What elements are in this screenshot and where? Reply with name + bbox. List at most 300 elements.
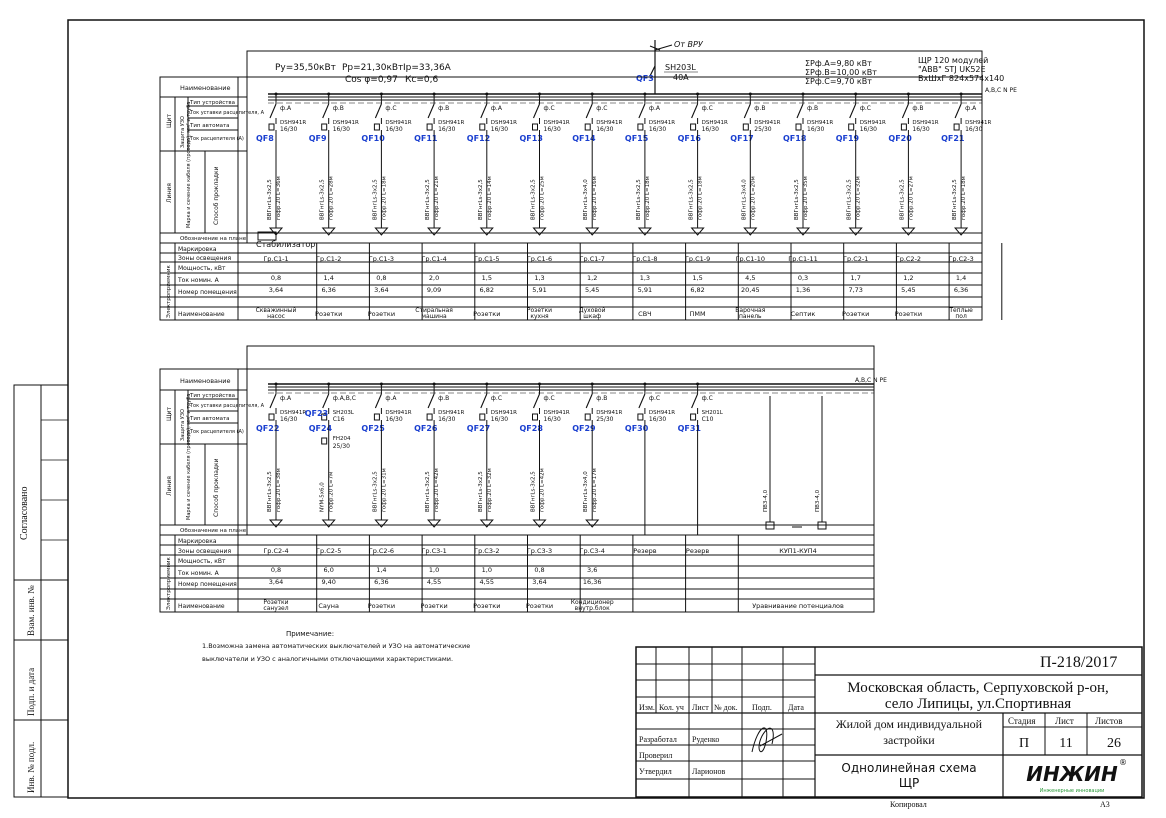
- role-developed: Разработал: [639, 735, 677, 744]
- breaker-type: DSH941R: [490, 120, 517, 126]
- cell-power: 1,4: [955, 274, 967, 282]
- cell-current: 9,40: [321, 578, 336, 586]
- tube-mark: гофр.20 L=32м: [855, 176, 862, 220]
- cell-mark: Гр.С2-4: [263, 547, 289, 555]
- cable-mark: ВВГнгLs-3х2,5: [319, 179, 326, 220]
- phase-label: ф.А: [385, 395, 397, 402]
- cell-power: 3,6: [587, 566, 598, 574]
- cell-consumer: ПММ: [689, 310, 706, 318]
- cable-mark: ВВГнгLs-3х4,0: [741, 179, 748, 220]
- tube-mark: гофр.20 L=18м: [381, 176, 388, 220]
- top-row-line: Линия: [166, 183, 173, 203]
- cell-consumer-2: санузел: [263, 605, 289, 612]
- bottom-row-current: Ток номин. А: [178, 570, 219, 577]
- margin-label-sign-date: Подп. и дата: [26, 667, 36, 716]
- breaker-rating: 16/30: [596, 126, 614, 133]
- cable-mark: ВВГнгLs-3х2,5: [425, 179, 432, 220]
- stamp-header-izm: Изм.: [639, 703, 655, 712]
- breaker-rating: 25/30: [754, 126, 772, 133]
- cell-current: 6,82: [690, 286, 705, 294]
- role-checked: Проверил: [639, 751, 673, 760]
- phase-label: ф.В: [438, 395, 450, 402]
- bottom-row-consumer: Наименование: [178, 603, 225, 610]
- cell-consumer: Септик: [790, 310, 816, 318]
- fh-type: FH204: [332, 436, 351, 442]
- circuit-qf13: [520, 93, 570, 236]
- cell-consumer: Розетки: [263, 599, 289, 606]
- breaker-rating: 16/30: [438, 416, 456, 423]
- top-param-kc: Кс=0,6: [405, 75, 439, 85]
- note-line-2: выключатели и УЗО с аналогичными отключающими характеристиками.: [202, 655, 454, 663]
- circuit-qf29: [572, 383, 622, 528]
- top-schematic: [247, 40, 1017, 249]
- tube-mark: гофр.20 L=32м: [486, 468, 493, 512]
- margin-label-inv: Инв. № подл.: [26, 741, 36, 793]
- cell-current: 5,45: [584, 286, 600, 294]
- breaker-id: QF17: [730, 134, 754, 143]
- cell-power: 6,0: [323, 566, 334, 574]
- breaker-id-extra: QF23: [304, 409, 329, 418]
- stage-label: Стадия: [1008, 716, 1036, 726]
- tube-mark: гофр.20 L=14м: [486, 176, 493, 220]
- breaker-id: QF21: [941, 134, 965, 143]
- cell-power: 1,3: [534, 274, 545, 282]
- kup-cable-1: ПВ3-4,0: [763, 489, 769, 512]
- stamp-header-list: Лист: [692, 703, 709, 712]
- bottom-row-shield: Щит: [166, 407, 173, 421]
- cell-mark: Гр.С1-1: [263, 255, 289, 263]
- breaker-id: QF12: [466, 134, 491, 143]
- tube-mark: гофр.20 L=20м: [750, 176, 757, 220]
- name-approved: Ларионов: [692, 767, 726, 776]
- bottom-row-marking: Маркировка: [178, 538, 217, 545]
- breaker-id: QF15: [624, 134, 649, 143]
- breaker-id: QF20: [888, 134, 912, 143]
- cable-mark: ВВГнгLs-3х4,0: [583, 179, 590, 220]
- logo-subtitle: Инженерные инновации: [1039, 788, 1105, 794]
- cell-power: 4,5: [745, 274, 756, 282]
- title-block: [636, 647, 1142, 809]
- cell-consumer: Духовой: [578, 307, 606, 314]
- stamp-header-date: Дата: [788, 703, 804, 712]
- breaker-id: QF29: [572, 424, 596, 433]
- breaker-id: QF8: [256, 134, 274, 143]
- sheet-value: 11: [1059, 736, 1073, 751]
- tube-mark: гофр.20 L=31м: [381, 468, 388, 512]
- phase-label: ф.А: [490, 105, 502, 112]
- cell-mark: Гр.С3-2: [474, 547, 500, 555]
- tube-mark: гофр.20 L=17м: [592, 468, 599, 512]
- circuit-qf9: [309, 93, 359, 236]
- breaker-type: DSH941R: [280, 410, 307, 416]
- cell-current: 5,91: [532, 286, 547, 294]
- fh-rating: 25/30: [332, 443, 350, 450]
- tube-mark: гофр.20 L=38м: [276, 468, 282, 512]
- tube-mark: гофр.20 L=18м: [644, 176, 651, 220]
- breaker-type: DSH941R: [280, 120, 307, 126]
- bottom-row-release-current: Ток расцепителя (А): [190, 429, 244, 435]
- cell-mark: Гр.С2-1: [843, 255, 869, 263]
- circuit-qf14: [572, 93, 622, 236]
- cell-mark: Резерв: [685, 547, 710, 555]
- tube-mark: гофр.20 L=35м: [803, 176, 809, 220]
- cell-consumer: Кондиционер: [570, 599, 614, 606]
- kup-cable-2: ПВ3-4,0: [815, 489, 821, 512]
- breaker-type: DSH941R: [438, 410, 465, 416]
- tube-mark: гофр.20 L=7м: [328, 471, 335, 512]
- breaker-id: QF28: [519, 424, 543, 433]
- circuit-qf15: [625, 93, 675, 236]
- circuit-qf21: [941, 93, 991, 236]
- breaker-rating: C10: [701, 416, 714, 423]
- cell-current: 20,45: [740, 286, 760, 294]
- phase-label: ф.А,В,С: [332, 395, 356, 402]
- top-row-line-mark: Марка и сечение кабеля (провода), мм² и труба: [186, 101, 192, 228]
- cell-current: 4,55: [426, 578, 442, 586]
- cell-consumer-2: пол: [955, 313, 967, 320]
- cell-current: 16,36: [582, 578, 602, 586]
- main-breaker-label: QF3: [636, 74, 654, 83]
- cell-consumer-2: кухня: [530, 313, 549, 320]
- cell-consumer: Скважинный: [255, 307, 297, 314]
- tube-mark: гофр.20 L=42м: [434, 468, 441, 512]
- cell-mark: Гр.С1-5: [474, 255, 500, 263]
- cell-mark: Гр.С2-3: [948, 255, 974, 263]
- note-line-1: 1.Возможна замена автоматических выключателей и УЗО на автоматические: [202, 642, 471, 650]
- cell-consumer: Розетки: [367, 310, 396, 318]
- breaker-type: DSH941R: [543, 120, 570, 126]
- top-row-receiver: Электроприемник: [166, 265, 172, 318]
- tube-mark: гофр.20 L=36м: [276, 176, 282, 220]
- cell-power: 1,5: [692, 274, 703, 282]
- circuit-qf24: [309, 383, 356, 528]
- cell-consumer: Розетки: [473, 310, 501, 318]
- breaker-type: DSH941R: [438, 120, 465, 126]
- panel-info-3: ВхШхГ 824х574х140: [918, 74, 1005, 83]
- breaker-id: QF30: [624, 424, 649, 433]
- phase-label: ф.А: [280, 105, 292, 112]
- cable-mark: ВВГнгLs-3х2,5: [477, 179, 484, 220]
- logo-registered: ®: [1119, 758, 1127, 767]
- cell-power: 0,8: [270, 274, 282, 282]
- cell-current: 3,64: [268, 578, 284, 586]
- cell-mark: Гр.С3-4: [579, 547, 605, 555]
- cell-current: 9,09: [426, 286, 442, 294]
- circuit-qf17: [730, 93, 780, 236]
- cable-mark: ВВГнгLs-3х4,0: [583, 471, 590, 512]
- sheet-title-1: Однолинейная схема: [841, 761, 977, 775]
- sheet-title-2: ЩР: [898, 776, 920, 790]
- cell-consumer-2: насос: [267, 313, 285, 320]
- main-breaker-type: SH203L: [665, 63, 696, 72]
- breaker-rating: 16/30: [543, 126, 561, 133]
- phase-label: ф.С: [543, 105, 555, 112]
- circuit-qf30: [625, 383, 675, 536]
- cable-mark: ВВГнгLs-3х2,5: [952, 179, 959, 220]
- margin-label-replace: Взам. инв. №: [26, 585, 36, 636]
- tube-mark: гофр.20 L=27м: [908, 176, 915, 220]
- circuit-qf27: [467, 383, 517, 528]
- cell-mark: Гр.С2-2: [895, 255, 922, 263]
- sheets-label: Листов: [1095, 716, 1123, 726]
- circuit-qf25: [361, 383, 411, 528]
- breaker-rating: 16/30: [280, 416, 298, 423]
- bottom-row-room: Номер помещения: [178, 581, 237, 588]
- cell-current: 7,73: [848, 286, 863, 294]
- tube-mark: гофр.20 L=18м: [961, 176, 968, 220]
- breaker-type: DSH941R: [648, 410, 676, 416]
- cable-mark: ВВГнгLs-3х2,5: [477, 471, 484, 512]
- cell-power: 1,3: [639, 274, 651, 282]
- phase-label: ф.В: [912, 105, 924, 112]
- top-row-lighting: Зоны освещения: [178, 255, 232, 262]
- breaker-id: QF25: [361, 424, 385, 433]
- top-table: [160, 77, 1002, 320]
- breaker-rating: 16/30: [332, 126, 350, 133]
- breaker-rating: 16/30: [912, 126, 930, 133]
- bottom-row-lighting: Зоны освещения: [178, 548, 232, 555]
- cell-current: 5,91: [637, 286, 653, 294]
- cable-mark: ВВГнгLs-3х2,5: [267, 179, 273, 220]
- phase-label: ф.С: [543, 395, 555, 402]
- cell-consumer: Розетки: [315, 310, 343, 318]
- circuit-qf12: [467, 93, 517, 236]
- cell-mark: Гр.С1-4: [421, 255, 447, 263]
- cable-mark: ВВГнгLs-3х2,5: [530, 179, 537, 220]
- tube-mark: гофр.20 L=16м: [592, 176, 599, 220]
- top-row-current: Ток номин. А: [178, 277, 219, 284]
- company-logo: [1026, 758, 1127, 794]
- phase-label: ф.С: [648, 395, 661, 402]
- phase-label: ф.А: [648, 105, 661, 112]
- breaker-id: QF9: [308, 134, 327, 143]
- feed-label: От ВРУ: [674, 40, 703, 49]
- breaker-id: QF10: [361, 134, 385, 143]
- bottom-row-device-release: Ток уставки расцепителя, А: [190, 403, 264, 409]
- breaker-id: QF13: [519, 134, 543, 143]
- note-block: [202, 630, 470, 663]
- phase-label: ф.В: [332, 105, 344, 112]
- cell-power: 1,0: [428, 566, 440, 574]
- top-param-cos: Cos φ=0,97: [345, 75, 398, 85]
- breaker-type: DSH941R: [965, 120, 992, 126]
- name-developed: Руденко: [692, 735, 720, 744]
- top-param-phase-c: ΣРф.С=9,70 кВт: [805, 77, 872, 86]
- cell-mark: Резерв: [633, 547, 657, 555]
- object-line-1: Жилой дом индивидуальной: [835, 717, 983, 731]
- breaker-type: DSH941R: [648, 120, 676, 126]
- cell-power: 2,0: [428, 274, 440, 282]
- top-row-device-release: Ток уставки расцепителя, А: [190, 110, 264, 116]
- bottom-row-breaker-type: Тип автомата: [190, 416, 230, 422]
- cell-mark: Гр.С1-10: [735, 255, 766, 263]
- breaker-type: DSH941R: [596, 120, 623, 126]
- cell-consumer: Розетки: [894, 310, 923, 318]
- cell-consumer: Розетки: [420, 602, 448, 610]
- cell-power: 1,5: [481, 274, 492, 282]
- top-param-py: Ру=35,50кВт: [275, 63, 336, 73]
- breaker-rating: 16/30: [543, 416, 561, 423]
- cell-consumer-2: панель: [739, 313, 762, 320]
- cell-current: 6,36: [374, 578, 389, 586]
- sheet-label: Лист: [1055, 716, 1074, 726]
- stamp-header-kol: Кол. уч: [659, 703, 684, 712]
- breaker-type: DSH941R: [385, 120, 412, 126]
- breaker-id: QF14: [572, 134, 596, 143]
- cell-mark: Гр.С3-1: [421, 547, 447, 555]
- bottom-row-laying: Способ прокладки: [213, 458, 220, 517]
- role-approved: Утвердил: [639, 767, 672, 776]
- cell-current: 5,45: [901, 286, 916, 294]
- breaker-id: QF26: [414, 424, 438, 433]
- breaker-rating: 16/30: [438, 126, 456, 133]
- cell-power: 1,2: [587, 274, 598, 282]
- phase-label: ф.С: [701, 395, 713, 402]
- breaker-rating: 16/30: [490, 126, 509, 133]
- top-row-uzo: Защита УЗО: [180, 116, 186, 148]
- cell-mark: Гр.С2-6: [368, 547, 395, 555]
- cell-current: 1,36: [795, 286, 811, 294]
- stabilizer-label: Стабилизатор: [256, 240, 316, 249]
- cable-mark: ВВГнгLs-3х2,5: [530, 471, 537, 512]
- cell-mark: Гр.С3-3: [526, 547, 553, 555]
- cell-consumer: Сауна: [318, 602, 340, 610]
- phase-label: ф.В: [438, 105, 450, 112]
- bottom-bus-label: A,B,C N PE: [855, 377, 887, 384]
- cable-mark: ВВГнгLs-3х2,5: [425, 471, 432, 512]
- left-margin-stamp: [14, 385, 68, 797]
- top-param-ip: Ip=33,36А: [403, 63, 451, 73]
- top-row-marking: Маркировка: [178, 246, 217, 253]
- breaker-rating: 16/30: [490, 416, 509, 423]
- cell-power: 0,8: [534, 566, 545, 574]
- cell-consumer: Розетки: [367, 602, 396, 610]
- cell-kup-mark: КУП1-КУП4: [779, 547, 817, 555]
- breaker-rating: 25/30: [596, 416, 614, 423]
- cell-power: 1,4: [376, 566, 387, 574]
- note-title: Примечание:: [286, 630, 335, 638]
- top-param-phase-a: ΣРф.А=9,80 кВт: [805, 59, 872, 68]
- breaker-type: DSH941R: [596, 410, 623, 416]
- cell-consumer-2: шкаф: [583, 313, 602, 320]
- cell-consumer-2: машина: [421, 313, 447, 320]
- cell-power: 1,7: [850, 274, 861, 282]
- cell-consumer: Розетки: [842, 310, 870, 318]
- cell-current: 6,82: [479, 286, 495, 294]
- breaker-id: QF18: [783, 134, 807, 143]
- breaker-id: QF11: [414, 134, 438, 143]
- top-row-laying: Способ прокладки: [213, 166, 220, 225]
- top-row-device-type: Тип устройства: [190, 100, 236, 106]
- cell-consumer: Розетки: [526, 307, 553, 314]
- cell-current: 4,55: [479, 578, 495, 586]
- breaker-rating: 16/30: [280, 126, 298, 133]
- stamp-header-doc: № док.: [714, 703, 738, 712]
- phase-label: ф.С: [596, 105, 608, 112]
- top-bus-label: A,B,C N PE: [985, 87, 1017, 94]
- circuit-qf28: [520, 383, 570, 528]
- cell-current: 6,36: [321, 286, 336, 294]
- bottom-row-name: Наименование: [180, 377, 231, 385]
- cell-consumer: Варочная: [735, 307, 766, 314]
- cell-mark: Гр.С1-8: [632, 255, 658, 263]
- breaker-type: SH201L: [701, 410, 723, 416]
- cell-mark: Гр.С1-7: [579, 255, 605, 263]
- bottom-row-line-mark: Марка и сечение кабеля (провода), мм² и труба: [186, 393, 192, 520]
- doc-code: П-218/2017: [1040, 654, 1118, 671]
- circuit-qf31: [678, 383, 724, 536]
- breaker-id: QF31: [677, 424, 702, 433]
- breaker-rating: 16/30: [385, 126, 403, 133]
- circuit-qf26: [414, 383, 464, 528]
- stamp-header-sign: Подп.: [752, 703, 772, 712]
- cable-mark: ВВГнгLs-3х2,5: [635, 179, 642, 220]
- cell-mark: Гр.С1-9: [684, 255, 711, 263]
- cell-current: 3,64: [374, 286, 389, 294]
- circuit-qf10: [361, 93, 411, 236]
- cable-mark: ВВГнгLs-3х2,5: [688, 179, 695, 220]
- cell-power: 1,0: [481, 566, 492, 574]
- cell-current: 3,64: [532, 578, 547, 586]
- cable-mark: ВВГнгLs-3х2,5: [794, 179, 800, 220]
- cell-consumer: Теплые: [949, 307, 973, 314]
- copied-label: Копировал: [890, 800, 927, 809]
- circuit-qf19: [836, 93, 886, 236]
- top-row-plan-mark: Обозначение на плане: [180, 236, 247, 242]
- phase-label: ф.В: [807, 105, 819, 112]
- breaker-type: DSH941R: [701, 120, 728, 126]
- breaker-type: DSH941R: [543, 410, 570, 416]
- breaker-type: DSH941R: [807, 120, 834, 126]
- breaker-rating: 16/30: [807, 126, 825, 133]
- bottom-row-receiver: Электроприемник: [166, 557, 172, 610]
- panel-info-2: "ABB" STJ UK52E: [918, 65, 986, 74]
- breaker-type: DSH941R: [490, 410, 517, 416]
- tube-mark: гофр.20 L=18м: [697, 176, 704, 220]
- cell-current: 6,36: [953, 286, 969, 294]
- signature-mark: [752, 728, 782, 752]
- cell-consumer: Стиральная: [415, 307, 453, 314]
- breaker-id: QF19: [835, 134, 860, 143]
- cell-power: 0,8: [376, 274, 387, 282]
- cell-consumer: СВЧ: [638, 310, 652, 318]
- tube-mark: гофр.20 L=42м: [539, 468, 546, 512]
- object-line-2: застройки: [883, 733, 935, 747]
- cable-mark: ВВГнгLs-3х2,5: [899, 179, 906, 220]
- breaker-type: DSH941R: [385, 410, 412, 416]
- cable-mark: NYM-5х6,0: [319, 482, 326, 512]
- logo-text: ИНЖИН: [1026, 762, 1118, 786]
- cell-consumer-2: внутр.блок: [574, 605, 610, 612]
- phase-label: ф.С: [385, 105, 397, 112]
- location-line-1: Московская область, Серпуховской р-он,: [847, 680, 1109, 696]
- bottom-row-power: Мощность, кВт: [178, 558, 226, 565]
- breaker-type: DSH941R: [754, 120, 781, 126]
- breaker-type: DSH941R: [912, 120, 939, 126]
- cable-mark: ВВГнгLs-3х2,5: [267, 471, 273, 512]
- breaker-type: DSH941R: [332, 120, 359, 126]
- cable-mark: ВВГнгLs-3х2,5: [372, 471, 379, 512]
- format-label: A3: [1100, 800, 1110, 809]
- top-row-shield: Щит: [166, 114, 173, 128]
- tube-mark: гофр.20 L=25м: [539, 176, 546, 220]
- cell-mark: Гр.С1-6: [526, 255, 553, 263]
- agreed-label: Согласовано: [19, 486, 30, 540]
- top-row-consumer: Наименование: [178, 311, 225, 318]
- bottom-row-line: Линия: [166, 476, 173, 496]
- phase-label: ф.А: [965, 105, 977, 112]
- phase-label: ф.В: [596, 395, 608, 402]
